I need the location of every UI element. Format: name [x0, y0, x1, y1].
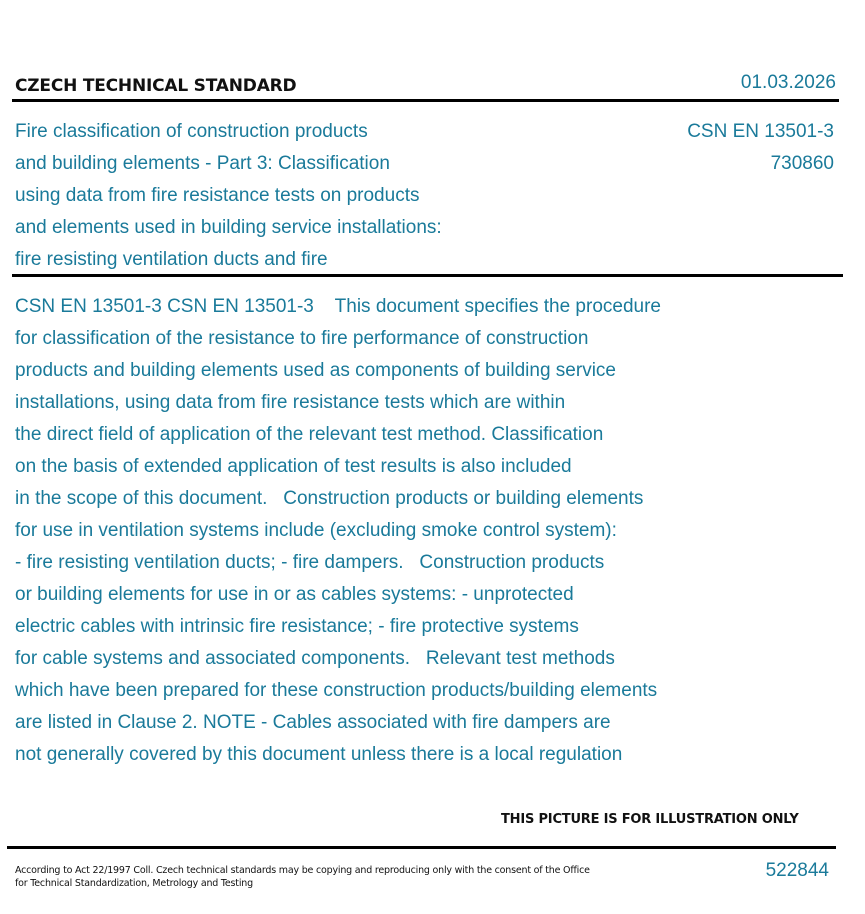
- abstract-line: which have been prepared for these construction products/building elements: [15, 680, 658, 701]
- abstract-line: for classification of the resistance to fire performance of construction: [15, 328, 589, 349]
- catalog-number: 522844: [765, 860, 829, 881]
- title-line: Fire classification of construction products: [15, 121, 368, 142]
- legal-notice-line: for Technical Standardization, Metrology and Testing: [15, 878, 253, 889]
- document-type-label: CZECH TECHNICAL STANDARD: [15, 76, 297, 96]
- title-line: and building elements - Part 3: Classification: [15, 153, 390, 174]
- title-line: using data from fire resistance tests on products: [15, 185, 420, 206]
- abstract-line: electric cables with intrinsic fire resistance; - fire protective systems: [15, 616, 579, 637]
- classification-number: 730860: [770, 153, 834, 174]
- title-divider: [12, 274, 843, 277]
- legal-notice: [15, 864, 615, 890]
- document-title: [15, 116, 535, 276]
- abstract-line: not generally covered by this document unless there is a local regulation: [15, 744, 623, 765]
- abstract-line: or building elements for use in or as cables systems: - unprotected: [15, 584, 574, 605]
- abstract-line: CSN EN 13501-3 CSN EN 13501-3 This document specifies the procedure: [15, 296, 661, 317]
- illustration-notice: THIS PICTURE IS FOR ILLUSTRATION ONLY: [501, 812, 799, 827]
- abstract-line: in the scope of this document. Construction products or building elements: [15, 488, 644, 509]
- abstract-line: for use in ventilation systems include (excluding smoke control system):: [15, 520, 617, 541]
- title-line: fire resisting ventilation ducts and fire: [15, 249, 328, 270]
- abstract-line: are listed in Clause 2. NOTE - Cables associated with fire dampers are: [15, 712, 611, 733]
- abstract-line: products and building elements used as components of building service: [15, 360, 616, 381]
- abstract-line: on the basis of extended application of test results is also included: [15, 456, 572, 477]
- legal-notice-line: According to Act 22/1997 Coll. Czech technical standards may be copying and reproducing only with the consent of the Office: [15, 865, 590, 876]
- document-date: 01.03.2026: [740, 72, 836, 93]
- standard-identifier: [687, 116, 834, 180]
- abstract-line: for cable systems and associated components. Relevant test methods: [15, 648, 615, 669]
- title-line: and elements used in building service installations:: [15, 217, 442, 238]
- abstract-line: the direct field of application of the relevant test method. Classification: [15, 424, 604, 445]
- abstract-line: installations, using data from fire resistance tests which are within: [15, 392, 566, 413]
- abstract-line: - fire resisting ventilation ducts; - fire dampers. Construction products: [15, 552, 605, 573]
- footer-divider: [7, 846, 836, 849]
- document-abstract: [15, 291, 845, 771]
- standard-code: CSN EN 13501-3: [687, 121, 834, 142]
- top-divider: [12, 99, 839, 102]
